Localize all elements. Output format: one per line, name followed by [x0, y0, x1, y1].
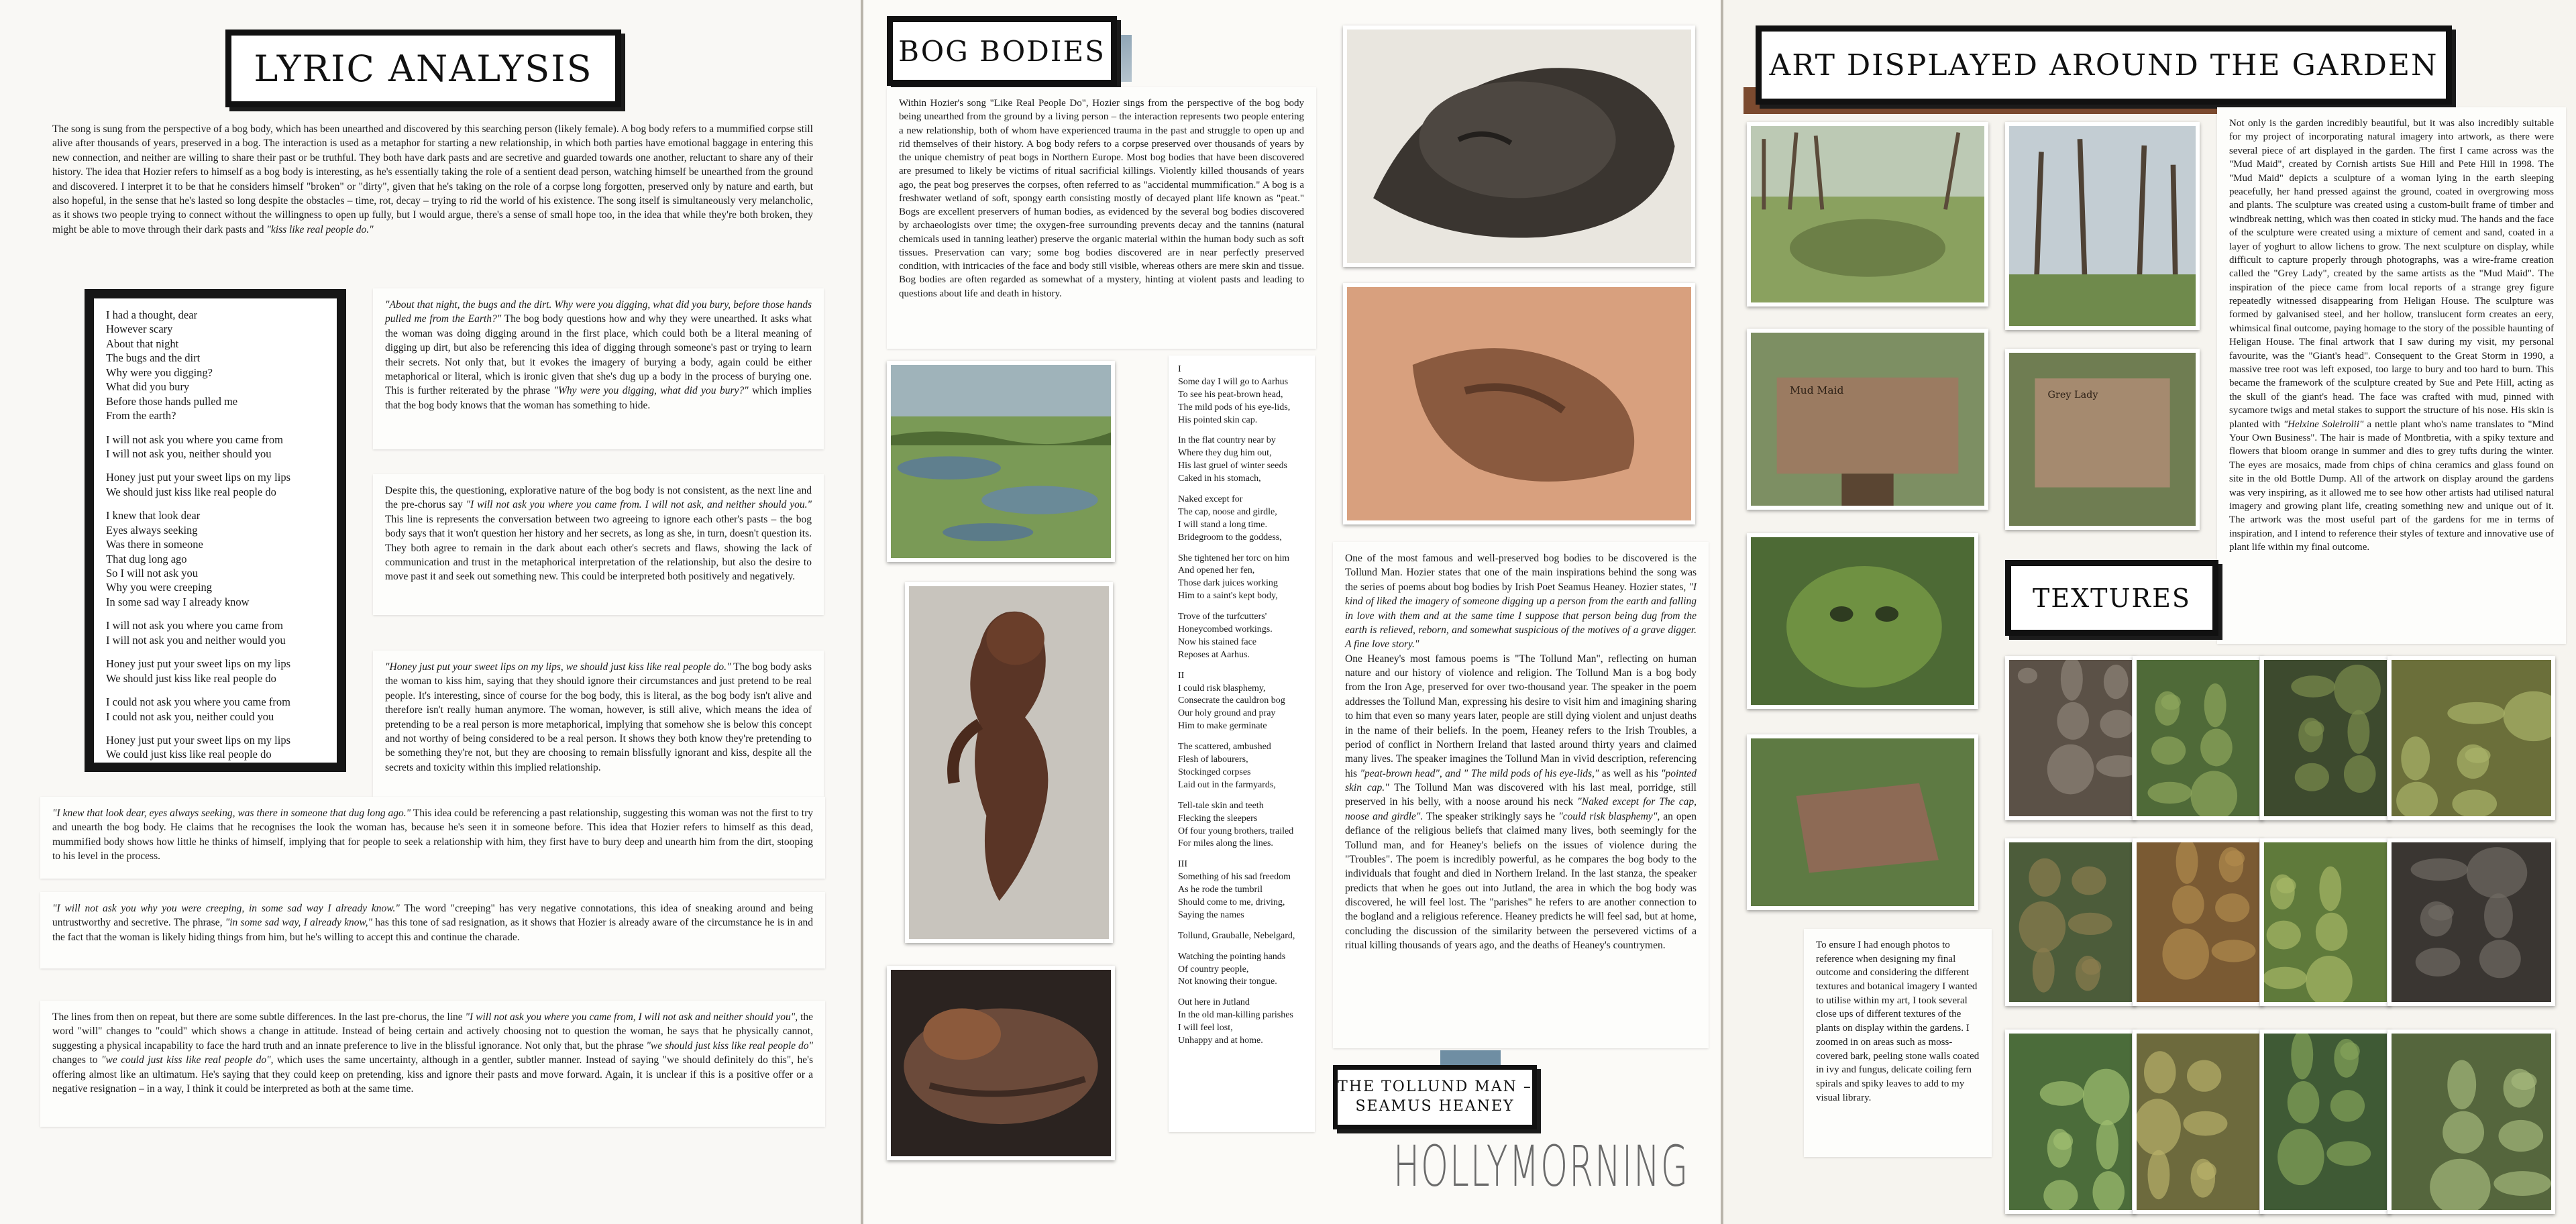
- lyric-line: About that night: [106, 337, 179, 350]
- texture-image: [2392, 660, 2551, 816]
- lyric-line: I will not ask you where you came from: [106, 433, 283, 446]
- tollund-man-head-photo: [1343, 25, 1695, 267]
- poem-stanza: [1178, 494, 1305, 545]
- lyric-stanza: [106, 308, 325, 423]
- quote: "Honey just put your sweet lips on my lips, we should just kiss like real people do.": [385, 661, 731, 673]
- page-title: [225, 30, 621, 107]
- poem-line: Of four young brothers, trailed: [1178, 826, 1294, 836]
- poem-stanza: [1178, 930, 1305, 943]
- text: The word "creeping" has very negative connotations, this idea of sneaking around and being untrustworthy and secretive. The phrase,: [52, 903, 813, 929]
- poem-line: I will stand a long time.: [1178, 519, 1267, 530]
- analysis-honey: [373, 651, 824, 797]
- texture-image: [2009, 1034, 2132, 1210]
- lyric-line: Was there in someone: [106, 538, 203, 551]
- poem-line: His last gruel of winter seeds: [1178, 461, 1287, 471]
- poem-line: II: [1178, 670, 1185, 681]
- garden-image: [1751, 126, 1984, 302]
- lyric-line: In some sad way I already know: [106, 595, 250, 608]
- quote: "Naked except for The cap, noose and girdle".: [1345, 796, 1697, 822]
- poem-line: I could risk blasphemy,: [1178, 683, 1266, 693]
- poem-line: Where they dug him out,: [1178, 448, 1272, 459]
- text: This line is represents the conversation between two agreeing to ignore each other's pasts – the bog body says that it won't question her history and her secrets, as long as she, in turn, doesn't question its. They both agree to remain in the dark about each other's secrets and flaws, showing the lack of communication and trust in the metaphorical interpretation of the relationship, but also the desire to move past it and seek out something new. This could be interpreted both positively and negatively.: [385, 513, 812, 583]
- tollund-man-essay: [1333, 542, 1709, 1048]
- bog-body-hand-photo: [1343, 283, 1695, 524]
- bog-body-hand-image: [1347, 287, 1691, 520]
- poem-line: Honeycombed workings.: [1178, 624, 1273, 635]
- intro-paragraph: [40, 113, 825, 262]
- quote: "I will not ask you where you came from, I will not ask and neither should you",: [465, 1011, 798, 1023]
- text: which uses the same uncertainty, although in a gentler, subtler manner. Instead of saying "we should definitely do this", he's offering almost like an ultimatum. He's saying that they could keep on pretending, kiss and ignore their pasts and move forward. Again, it is unclear if this is a positive offer or a negative resignation – in a way, I think it could be interpreted as both at the same time.: [52, 1054, 813, 1095]
- poem-line: Caked in his stomach,: [1178, 474, 1261, 484]
- quote: "we could just kiss like real people do",: [101, 1054, 274, 1066]
- poem-line: Now his stained face: [1178, 636, 1257, 647]
- lyrics-box: [85, 289, 346, 772]
- text: changes to: [52, 1054, 98, 1066]
- quote: "I will not ask you where you came from. I will not ask, and neither should you.": [466, 499, 812, 511]
- garden-photo-mud-maid: [1747, 122, 1988, 307]
- page-bog-bodies: [863, 0, 1721, 1224]
- poem-line: Bridegroom to the goddess,: [1178, 532, 1282, 543]
- artist-signature: HOLLYMORNING: [1393, 1133, 1690, 1199]
- poem-line: Watching the pointing hands: [1178, 951, 1286, 962]
- lyric-line: So I will not ask you: [106, 567, 199, 579]
- quote: "peat-brown head", and " The mild pods of his eye-lids,": [1360, 767, 1599, 779]
- quote: "could risk blasphemy",: [1558, 810, 1660, 822]
- poem-line: In the old man-killing parishes: [1178, 1010, 1293, 1021]
- bog-body-standing-image: [909, 586, 1109, 939]
- page-title-text: ART DISPLAYED AROUND THE GARDEN: [1769, 48, 2438, 82]
- text: a nettle plant who's name translates to "Mind Your Own Business". The hair is made of Montbretia, with a spiky texture and flowers that bloom orange in summer and dies to grey tufts during the winter. The eyes are mosaics, made from chips of china ceramics and glass found on site in the old Bottle Dump. All of the artwork on display around the gardens was very inspiring, as it allowed me to see how other artists had utilised natural imagery and growing plant life, creating something new and unique out of it. The artwork was the most useful part of the gardens for me in terms of inspiration, and I intend to reference their styles of texture and innovative use of plant life within my final outcome.: [2229, 419, 2555, 553]
- poem-stanza: [1178, 364, 1305, 427]
- intro-quote: "kiss like real people do.": [266, 223, 374, 235]
- page-art-garden: [1723, 0, 2576, 1224]
- page-title: [1756, 25, 2452, 105]
- lyric-stanza: [106, 733, 325, 762]
- lyric-line: What did you bury: [106, 380, 190, 394]
- lyric-stanza: [106, 657, 325, 685]
- poem-line: To see his peat-brown head,: [1178, 389, 1283, 400]
- poem-line: Laid out in the farmyards,: [1178, 779, 1276, 790]
- poem-stanza: [1178, 553, 1305, 604]
- texture-image: [2137, 842, 2259, 1002]
- lyric-stanza: [106, 470, 325, 499]
- poem-line: Consecrate the cauldron bog: [1178, 696, 1285, 706]
- garden-photo-trees: [2005, 122, 2200, 330]
- bog-body-face-photo: [887, 966, 1115, 1160]
- lyric-line: However scary: [106, 323, 173, 336]
- text: which implies that the bog body knows that the woman has something to hide.: [385, 385, 812, 411]
- quote: "Why were you digging, what did you bury?": [553, 385, 749, 397]
- lyric-line: Before those hands pulled me: [106, 394, 238, 408]
- texture-photo: [2005, 1030, 2136, 1214]
- giants-head-image: [1751, 537, 1974, 705]
- lyric-line: I will not ask you where you came from: [106, 619, 283, 632]
- grey-lady-plaque-image: [2009, 353, 2196, 526]
- mud-maid-plaque-label: Mud Maid: [1790, 384, 1844, 396]
- bog-landscape-image: [891, 365, 1111, 558]
- texture-image: [2009, 660, 2132, 816]
- text: as well as his: [1601, 767, 1658, 779]
- poem-line: I will feel lost,: [1178, 1023, 1233, 1034]
- bog-body-face-image: [891, 970, 1111, 1156]
- bog-landscape-photo: [887, 361, 1115, 562]
- poem-line: Not knowing their tongue.: [1178, 977, 1277, 987]
- garden-image: [2009, 126, 2196, 326]
- lyric-line: That dug long ago: [106, 552, 187, 565]
- texture-image: [2009, 842, 2132, 1002]
- texture-image: [2392, 1034, 2551, 1210]
- quote: "I kind of liked the imagery of someone digging up a person from the earth and falling in love with them and at the same time I suppose that person being dug from the earth is relieved, reborn, and somewhat suspicious of the motives of a grave digger. A fine love story.": [1345, 581, 1697, 651]
- texture-photo: [2387, 838, 2555, 1006]
- poem-line: III: [1178, 859, 1187, 870]
- texture-photo: [2005, 656, 2136, 820]
- poem-stanza: [1178, 951, 1305, 989]
- garden-art-text: [2217, 107, 2566, 644]
- quote: "pointed skin cap.": [1345, 767, 1697, 793]
- lyric-line: Why were you digging?: [106, 366, 213, 379]
- poem-line: Of country people,: [1178, 964, 1249, 975]
- lyric-line: I could not ask you, neither could you: [106, 710, 274, 723]
- grey-lady-plaque-label: Grey Lady: [2047, 389, 2098, 400]
- texture-photo: [2260, 1030, 2391, 1214]
- texture-photo: [2387, 656, 2555, 820]
- lyric-line: Honey just put your sweet lips on my lips: [106, 733, 290, 746]
- poem-line: Him to a saint's kept body,: [1178, 591, 1278, 602]
- bog-bodies-intro: [887, 87, 1316, 349]
- poem-line: Those dark juices working: [1178, 578, 1278, 589]
- lyric-line: From the earth?: [106, 409, 176, 423]
- texture-photo: [2260, 838, 2391, 1006]
- giants-head-photo: [1747, 533, 1978, 709]
- tollund-man-title: [1333, 1065, 1537, 1129]
- bog-intro-text: Within Hozier's song "Like Real People Do", Hozier sings from the perspective of the bog body being unearthed from the ground by a living person – the interaction represents two people entering a new relationship, both of whom have experienced trauma in the past and struggle to open up and rid themselves of their history. A bog body refers to a corpse preserved over thousands of years by the unique chemistry of peat bogs in Northern Europe. Most bog bodies that have been discovered are presumed to likely be victims of ritual sacrificial killings. Violently killed thousands of years ago, the peat bog preserves the corpses, often referred to as "accidental mummification." A bog is a freshwater wetland of soft, spongy earth consisting mostly of decayed plant life known as "peat." Bogs are excellent preservers of human bodies, as evidenced by the several bog bodies discovered by archaeologists over time; the oxygen-free surrounding prevents decay and the tannins (natural chemicals used in tanning leather) preserve the organic material within the human body such as soft tissues. Preservation can vary; some bog bodies discovered are in near perfectly preserved condition, with intricacies of the face and body still visible, whereas others are mere skin and tissue. Bog bodies are often regarded as somewhat of a mystery, hinting at violent pasts and leading to questions about life and death in history.: [899, 98, 1304, 299]
- texture-photo: [2387, 1030, 2555, 1214]
- lyric-stanza: [106, 508, 325, 609]
- mud-maid-plaque-image: [1751, 333, 1984, 506]
- poem-line: I: [1178, 364, 1181, 374]
- lyric-stanza: [106, 433, 325, 461]
- texture-image: [2137, 1034, 2259, 1210]
- tollund-title-line2: SEAMUS HEANEY: [1355, 1098, 1515, 1115]
- lyric-line: I had a thought, dear: [106, 309, 198, 321]
- poem-line: Trove of the turfcutters': [1178, 612, 1267, 622]
- text: One Heaney's most famous poems is "The Tollund Man", reflecting on human nature and our history of violence and religion. The Tollund Man is a bog body from the Iron Age, preserved for over two-thousand year. The speaker in the poem addresses the Tollund Man, expressing his desire to visit him and imagining sharing to him that even so many years later, people are still dying violent and unjust deaths in the name of their beliefs. In the poem, Heaney refers to the Irish Troubles, a period of conflict in Northern Ireland that lasted around thirty years and claimed many lives. The speaker imagines the Tollund Man in vivid description, referencing his: [1345, 653, 1697, 779]
- garden-plaque-image: [1751, 738, 1974, 906]
- textures-paragraph: To ensure I had enough photos to reference when designing my final outcome and considering the different textures and botanical imagery I wanted to utilise within my art, I took several close ups of different textures of the plants on display within the gardens. I zoomed in on areas such as moss-covered bark, peeling stone walls coated in ivy and fungus, delicate coiling fern spirals and spiky leaves to add to my visual library.: [1816, 940, 1980, 1103]
- text: has this tone of sad resignation, as it shows that Hozier is already aware of the circumstance he is in and the fact that the woman is likely hiding things from him, but he's willing to accept this and continue the charade.: [52, 917, 813, 943]
- poem-line: In the flat country near by: [1178, 435, 1276, 446]
- page-lyric-analysis: [0, 0, 861, 1224]
- poem-stanza: [1178, 800, 1305, 851]
- poem-line: Out here in Jutland: [1178, 997, 1250, 1008]
- tollund-man-poem: [1169, 355, 1315, 1132]
- lyric-line: Honey just put your sweet lips on my lips: [106, 471, 290, 484]
- poem-stanza: [1178, 858, 1305, 922]
- poem-line: Flesh of labourers,: [1178, 755, 1248, 765]
- poem-line: Naked except for: [1178, 494, 1243, 505]
- quote: "Helxine Soleirolii": [2283, 419, 2364, 430]
- text: an open defiance of the religious beliefs that claimed many lives, both seemingly for the Tollund man, and for Heaney's beliefs on the issues of violence during the "Troubles". The poem is incredibly powerful, as he compares the bog body to the individuals that fought and died in Northern Ireland. In the last stanza, the speaker predicts that when he goes out into Jutland, the area in which the bog body was discovered, he will feel lost. The "parishes" he refers to are another connection to the bogland and a religious reference. Heaney predicts he will feel sad, but at home, concluding the discussion of the similarity between the persevered victims of a ritual killing thousands of years ago, and the deaths of Heaney's countrymen.: [1345, 810, 1697, 952]
- lyric-line: I could not ask you where you came from: [106, 696, 290, 709]
- mud-maid-plaque-photo: [1747, 329, 1988, 510]
- text: The Tollund Man was discovered with his last meal, porridge, still preserved in his belly, with a noose around his neck: [1345, 782, 1697, 808]
- garden-plaque-photo: [1747, 734, 1978, 910]
- texture-photo: [2005, 838, 2136, 1006]
- text: Not only is the garden incredibly beautiful, but it was also incredibly suitable for my project of incorporating natural imagery into artwork, as there were several piece of art displayed in the garden. The first I came across was the "Mud Maid", created by Cornish artists Sue Hill and Pete Hill in 1998. The "Mud Maid" depicts a sculpture of a woman lying in the earth sleeping peacefully, her hand pressed against the ground, coated in overgrowing moss and plants. The sculpture was created using a custom-built frame of timber and windbreak netting, which was then coated in sticky mud. The hands and the face of the sculpture were created using a mixture of cement and sand, coated in a layer of yoghurt to allow lichens to grow. The next sculpture on display, while difficult to capture properly through photographs, was a wire-frame creation called the "Grey Lady", created by the same artists as the "Mud Maid". The inspiration of the piece came from local reports of a strange grey figure repeatedly witnessed disappearing from Heligan House. The sculpture was formed by galvanised steel, and her hollow, translucent form creates an eery, whimsical final outcome, paying homage to the story of the possible haunting of Heligan House. The final artwork that I saw during my visit, my personal favourite, was the "Giant's head". Consequent to the Great Storm in 1990, a massive tree root was left exposed, too large to bury and too hard to burn. This became the framework of the sculpture created by Sue and Pete Hill, acting as the skull of the giant's head. The face was crafted with mud, pinned with sycamore twigs and metal stakes to support the structure of his nose. His skin is planted with: [2229, 118, 2554, 430]
- text: the word "will" changes to "could" which shows a change in attitude. Instead of being certain and actively choosing not to question the woman, he says that he physically cannot, suggesting a physical incapability to face the hard truth and an innate preference to live in the blissful ignorance. Not only that, but the phrase: [52, 1011, 813, 1052]
- quote: "I knew that look dear, eyes always seeking, was there in someone that dug long ago.": [52, 808, 411, 819]
- poem-line: Stockinged corpses: [1178, 767, 1251, 777]
- text: Despite this, the questioning, explorative nature of the bog body is not consistent, as the next line and the pre-chorus say: [385, 485, 812, 511]
- lyric-line: We should just kiss like real people do: [106, 485, 276, 498]
- lyric-line: Eyes always seeking: [106, 523, 198, 537]
- lyric-line: I will not ask you and neither would you: [106, 633, 286, 647]
- poem-line: Unhappy and at home.: [1178, 1035, 1263, 1046]
- texture-photo: [2133, 656, 2263, 820]
- quote: "About that night, the bugs and the dirt. Why were you digging, what did you bury, before those hands pulled me from the Earth?": [385, 299, 812, 325]
- poem-line: The scattered, ambushed: [1178, 742, 1271, 753]
- lyric-line: Honey just put your sweet lips on my lips: [106, 657, 290, 671]
- texture-image: [2137, 660, 2259, 816]
- text: The speaker strikingly says he: [1426, 810, 1556, 822]
- poem-stanza: [1178, 670, 1305, 733]
- texture-image: [2264, 842, 2387, 1002]
- poem-line: She tightened her torc on him: [1178, 553, 1290, 563]
- poem-line: Flecking the sleepers: [1178, 813, 1258, 824]
- poem-line: Some day I will go to Aarhus: [1178, 376, 1289, 387]
- quote: "in some sad way, I already know,": [225, 917, 373, 929]
- texture-photo: [2133, 838, 2263, 1006]
- analysis-despite-this: [373, 474, 824, 615]
- textures-text: [1804, 929, 1992, 1157]
- textures-title: [2005, 560, 2218, 636]
- poem-stanza: [1178, 611, 1305, 662]
- poem-line: Should come to me, driving,: [1178, 897, 1285, 907]
- lyric-line: The bugs and the dirt: [106, 351, 201, 365]
- lyric-stanza: [106, 618, 325, 647]
- poem-line: His pointed skin cap.: [1178, 414, 1258, 425]
- poem-line: As he rode the tumbril: [1178, 885, 1263, 895]
- poem-line: Something of his sad freedom: [1178, 872, 1291, 883]
- texture-photo: [2260, 656, 2391, 820]
- poem-line: Our holy ground and pray: [1178, 708, 1276, 719]
- poem-line: And opened her fen,: [1178, 565, 1255, 576]
- text: The lines from then on repeat, but there are some subtle differences. In the last pre-chorus, the line: [52, 1011, 463, 1023]
- poem-line: Tell-tale skin and teeth: [1178, 800, 1264, 811]
- analysis-knew-that-look: [40, 797, 825, 879]
- page-title-text: BOG BODIES: [898, 34, 1106, 68]
- texture-image: [2392, 842, 2551, 1002]
- tollund-title-line1: THE TOLLUND MAN –: [1338, 1078, 1532, 1096]
- analysis-about-that-night: [373, 288, 824, 449]
- poem-line: For miles along the lines.: [1178, 838, 1273, 849]
- lyric-line: I knew that look dear: [106, 509, 201, 522]
- lyric-line: We could just kiss like real people do: [106, 748, 272, 761]
- lyric-line: Why you were creeping: [106, 581, 213, 594]
- poem-line: Saying the names: [1178, 909, 1244, 920]
- text: The bog body asks the woman to kiss him, saying that they should ignore their circumstances and just pretend to be real people. It's interesting, since of course for the bog body, this is literal, as the bog body isn't alive and therefore isn't really human anymore. The woman, however, is still alive, which means the idea of pretending to be a real person is more metaphorical, implying that somehow she is below this concept and not worthy of being considered to be a real person. It shows they both know they're pretending to be something they're not, but they are choosing to remain blissfully ignorant and kiss, despite all the secrets and toxicity within this implied relationship.: [385, 661, 812, 773]
- lyric-stanza: [106, 695, 325, 724]
- texture-image: [2264, 660, 2387, 816]
- texture-image: [2264, 1034, 2387, 1210]
- lyric-line: I will not ask you, neither should you: [106, 447, 272, 460]
- poem-line: Him to make germinate: [1178, 721, 1267, 732]
- poem-line: The cap, noose and girdle,: [1178, 506, 1277, 517]
- text: This idea could be referencing a past relationship, suggesting this woman was not the first to try and unearth the bog body. He claims that he recognises the look the woman has, because he's seen it in someone before. This idea that Hozier refers to himself as this dead, mummified body shows how little he thinks of himself, implying that for people to seek a relationship with him, they first have to bury deep and unearth him from the dirt, stooping to his level in the process.: [52, 808, 813, 863]
- intro-text: The song is sung from the perspective of a bog body, which has been unearthed and discovered by this searching person (likely female). A bog body refers to a mummified corpse still alive after thousands of years, preserved in a bog. The interaction is used as a metaphor for starting a new relationship, in which both parties have emotional baggage in entering this new connection, and neither are willing to share their past or be truthful. They both have dark pasts and are secretive and guarded towards one another, reluctant to share any of their history. The idea that Hozier refers to himself as a bog body is interesting, as he's essentially taking the role of a sentient dead person, watching himself be unearthed from the ground and discovered. I interpret it to be that he considers himself "broken" or "dirty", given that he's taking on the role of a corpse long forgotten, preserved only by nature and earth, but also hopeful, in the sense that he's lasted so long despite the obstacles – time, rot, decay – trying to rid the world of his existence. The song itself is simultaneously very melancholic, as it shows two people trying to connect without the willingness to open up fully, but I would argue, there's a sense of small hope too, in the idea that while they're both broken, they might be able to move through their dark pasts and: [52, 123, 813, 235]
- text: The bog body questions how and why they were unearthed. It asks what the woman was doing digging around in the first place, which could both be a literal meaning of digging up dirt, but also be referencing this idea of digging through someone's past or trying to learn their secrets. Not only that, but it evokes the imagery of burying a body, again could be either metaphorical or literal, which is ironic given that she's dug up a body in the process of burying one. This is further reiterated by the phrase: [385, 313, 812, 397]
- quote: "we should just kiss like real people do": [646, 1040, 813, 1052]
- poem-line: The mild pods of his eye-lids,: [1178, 402, 1291, 412]
- texture-photo: [2133, 1030, 2263, 1214]
- poem-line: Reposes at Aarhus.: [1178, 649, 1250, 660]
- poem-stanza: [1178, 435, 1305, 486]
- quote: "I will not ask you why you were creeping, in some sad way I already know.": [52, 903, 400, 914]
- page-title-text: LYRIC ANALYSIS: [254, 47, 593, 90]
- page-title: [887, 16, 1117, 86]
- bog-body-standing-photo: [905, 582, 1113, 943]
- analysis-will-not-ask: [40, 892, 825, 968]
- analysis-final-lines: [40, 1001, 825, 1127]
- grey-lady-plaque-photo: [2005, 349, 2200, 530]
- text: One of the most famous and well-preserved bog bodies to be discovered is the Tollund Man. Hozier states that one of the main inspirations behind the song was the series of poems about bog bodies by Irish Poet Seamus Heaney. Hozier states,: [1345, 553, 1697, 593]
- textures-title-text: TEXTURES: [2033, 583, 2191, 613]
- poem-stanza: [1178, 997, 1305, 1048]
- poem-stanza: [1178, 741, 1305, 792]
- tollund-man-head-image: [1347, 30, 1691, 263]
- poem-line: Tollund, Grauballe, Nebelgard,: [1178, 930, 1295, 941]
- lyric-line: We should just kiss like real people do: [106, 671, 276, 685]
